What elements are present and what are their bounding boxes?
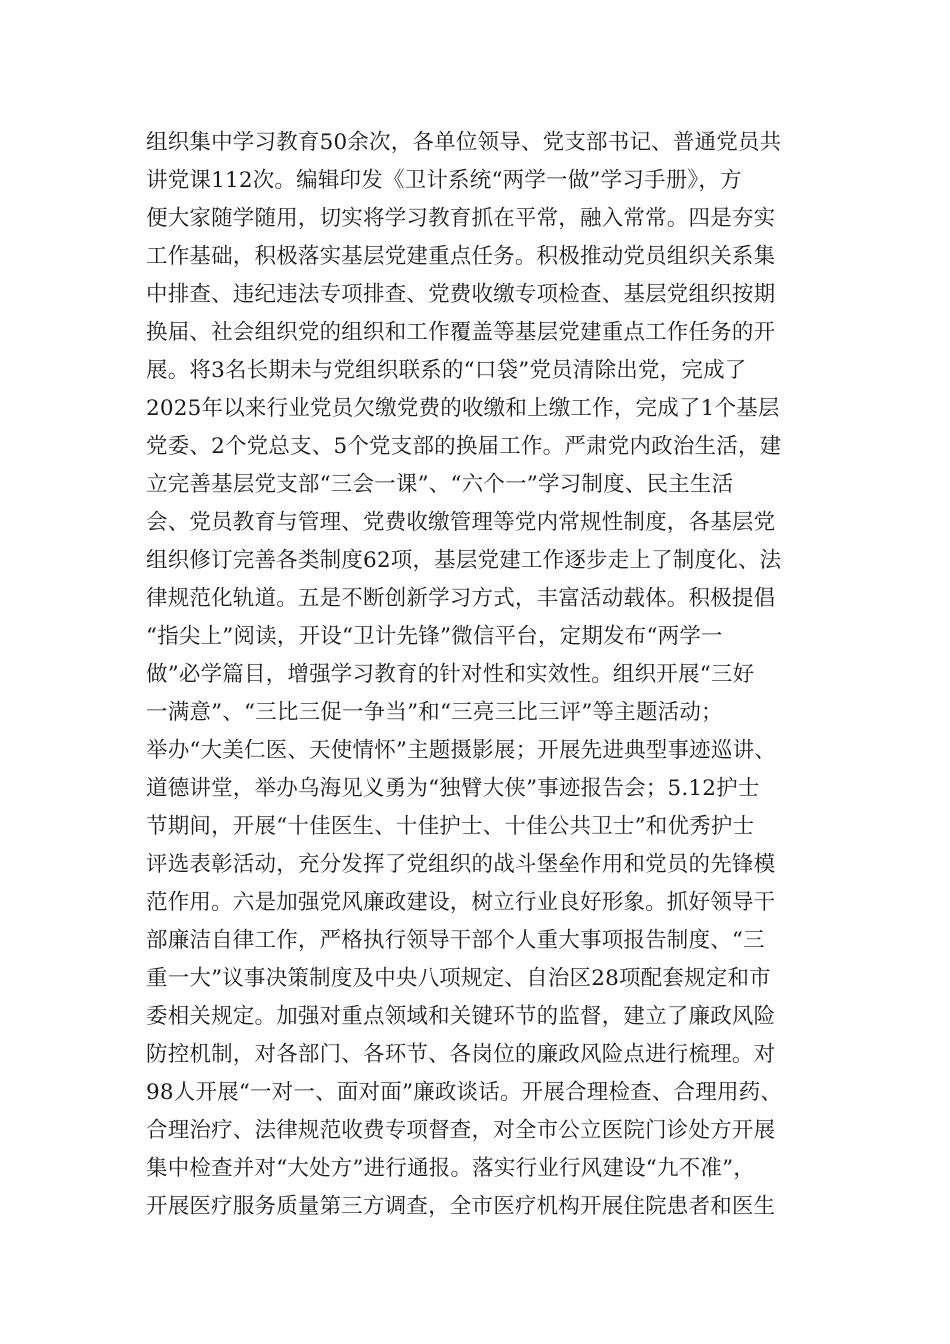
text-line: 展。将3名长期未与党组织联系的“口袋”党员清除出党，完成了 xyxy=(146,358,747,383)
text-line: 换届、社会组织党的组织和工作覆盖等基层党建重点工作任务的开 xyxy=(146,320,776,345)
text-line: 组织集中学习教育50余次，各单位领导、党支部书记、普通党员共 xyxy=(146,130,782,155)
text-line: 合理治疗、法律规范收费专项督查，对全市公立医院门诊处方开展 xyxy=(146,1118,776,1143)
text-line: 2025年以来行业党员欠缴党费的收缴和上缴工作，完成了1个基层 xyxy=(146,396,780,421)
body-paragraph xyxy=(146,124,806,1226)
text-line: 范作用。六是加强党风廉政建设，树立行业良好形象。抓好领导干 xyxy=(146,890,776,915)
text-line: 集中检查并对“大处方”进行通报。落实行业行风建设“九不准”， xyxy=(146,1156,755,1181)
text-line: 98人开展“一对一、面对面”廉政谈话。开展合理检查、合理用药、 xyxy=(146,1080,783,1105)
text-line: “指尖上”阅读，开设“卫计先锋”微信平台，定期发布“两学一 xyxy=(146,624,723,649)
text-line: 委相关规定。加强对重点领域和关键环节的监督，建立了廉政风险 xyxy=(146,1004,776,1029)
text-line: 党委、2个党总支、5个党支部的换届工作。严肃党内政治生活，建 xyxy=(146,434,782,459)
text-line: 工作基础，积极落实基层党建重点任务。积极推动党员组织关系集 xyxy=(146,244,776,269)
text-line: 一满意”、“三比三促一争当”和“三亮三比三评”等主题活动； xyxy=(146,700,723,725)
text-line: 会、党员教育与管理、党费收缴管理等党内常规性制度，各基层党 xyxy=(146,510,776,535)
text-line: 举办“大美仁医、天使情怀”主题摄影展；开展先进典型事迹巡讲、 xyxy=(146,738,776,763)
text-line: 立完善基层党支部“三会一课”、“六个一”学习制度、民主生活 xyxy=(146,472,734,497)
text-line: 评选表彰活动，充分发挥了党组织的战斗堡垒作用和党员的先锋模 xyxy=(146,852,776,877)
text-line: 开展医疗服务质量第三方调查，全市医疗机构开展住院患者和医生 xyxy=(146,1194,776,1219)
text-line: 中排查、违纪违法专项排查、党费收缴专项检查、基层党组织按期 xyxy=(146,282,776,307)
text-line: 组织修订完善各类制度62项，基层党建工作逐步走上了制度化、法 xyxy=(146,548,782,573)
text-line: 做”必学篇目，增强学习教育的针对性和实效性。组织开展“三好 xyxy=(146,662,755,687)
text-line: 重一大”议事决策制度及中央八项规定、自治区28项配套规定和市 xyxy=(146,966,771,991)
text-line: 防控机制，对各部门、各环节、各岗位的廉政风险点进行梳理。对 xyxy=(146,1042,776,1067)
text-line: 律规范化轨道。五是不断创新学习方式，丰富活动载体。积极提倡 xyxy=(146,586,776,611)
text-line: 节期间，开展“十佳医生、十佳护士、十佳公共卫士”和优秀护士 xyxy=(146,814,755,839)
text-line: 讲党课112次。编辑印发《卫计系统“两学一做”学习手册》，方 xyxy=(146,168,742,193)
text-line: 便大家随学随用，切实将学习教育抓在平常，融入常常。四是夯实 xyxy=(146,206,776,231)
text-line: 部廉洁自律工作，严格执行领导干部个人重大事项报告制度、“三 xyxy=(146,928,765,953)
text-line: 道德讲堂，举办乌海见义勇为“独臂大侠”事迹报告会；5.12护士 xyxy=(146,776,760,801)
